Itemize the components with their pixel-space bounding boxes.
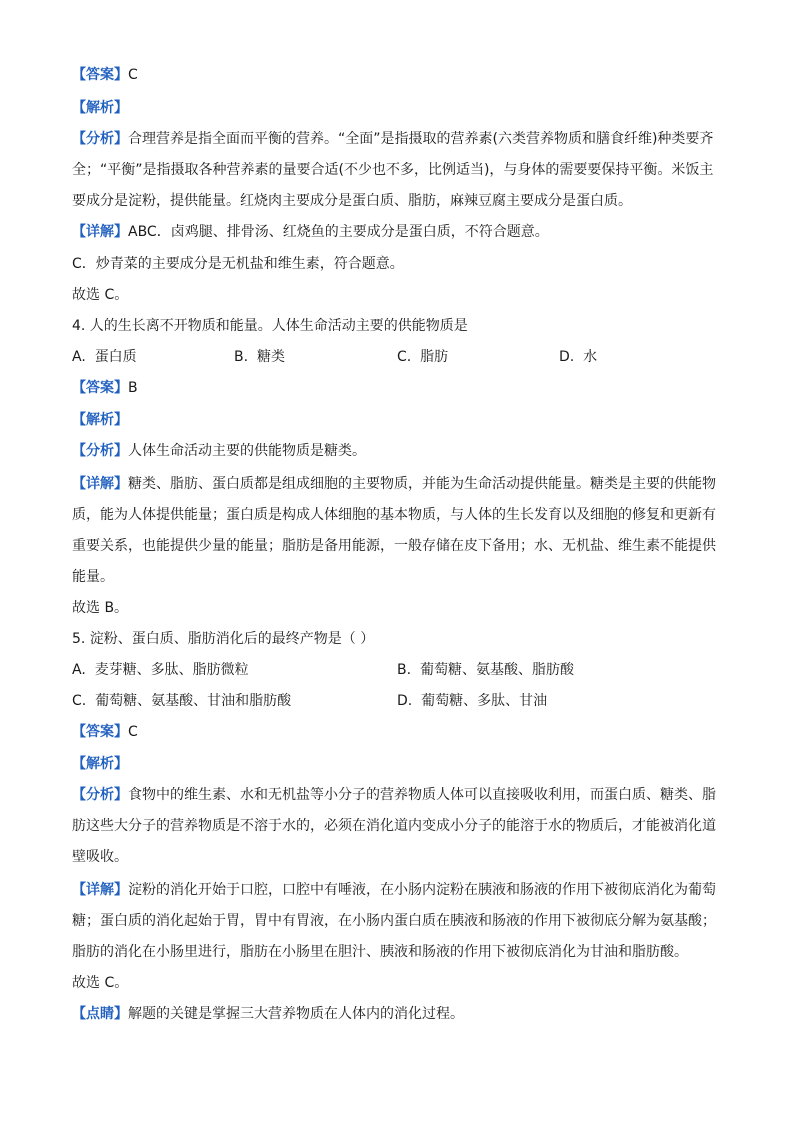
q3-answer bbox=[72, 64, 724, 86]
option-text: 葡萄糖、多肽、甘油 bbox=[421, 693, 548, 709]
option-text: 糖类 bbox=[256, 349, 285, 365]
xiangjie-text: 脂肪的消化在小肠里进行，脂肪在小肠里在胆汁、胰液和肠液的作用下被彻底消化为甘油和脂肪酸。 bbox=[72, 944, 688, 960]
q3-fenxi-line-1 bbox=[72, 128, 724, 150]
option-c bbox=[72, 690, 291, 712]
q5-conclusion bbox=[72, 972, 724, 994]
q4-xiangjie-line-3 bbox=[72, 535, 724, 557]
option-label: B. bbox=[397, 662, 412, 678]
xiangjie-text: 质，能为人体提供能量；蛋白质是构成人体细胞的基本物质，与人体的生长发育以及细胞的修复和更新有 bbox=[72, 507, 716, 523]
q4-xiangjie-line-2 bbox=[72, 504, 724, 526]
option-label: B. bbox=[234, 349, 249, 365]
analysis-tag: 【解析】 bbox=[72, 412, 128, 428]
q3-xiangjie-line-1 bbox=[72, 221, 724, 243]
q3-fenxi-line-3 bbox=[72, 190, 724, 212]
option-b bbox=[397, 659, 574, 681]
dianjing-text: 解题的关键是掌握三大营养物质在人体内的消化过程。 bbox=[128, 1006, 464, 1022]
q5-fenxi-line-1 bbox=[72, 784, 724, 806]
q5-options-row-1 bbox=[72, 659, 724, 681]
option-text: 葡萄糖、氨基酸、脂肪酸 bbox=[419, 662, 574, 678]
xiangjie-text: 糖；蛋白质的消化起始于胃，胃中有胃液，在小肠内蛋白质在胰液和肠液的作用下被彻底分解为氨基酸； bbox=[72, 913, 716, 929]
answer-tag: 【答案】 bbox=[72, 67, 128, 83]
q5-answer bbox=[72, 721, 724, 743]
q3-fenxi-line-2 bbox=[72, 159, 724, 181]
option-c bbox=[397, 346, 448, 368]
option-text: 蛋白质 bbox=[94, 349, 137, 365]
q3-analysis-heading bbox=[72, 97, 724, 119]
option-text: 水 bbox=[583, 349, 598, 365]
option-label: C. bbox=[397, 349, 412, 365]
option-label: A. bbox=[72, 349, 86, 365]
xiangjie-tag: 【详解】 bbox=[72, 224, 128, 240]
q5-xiangjie-line-2 bbox=[72, 910, 724, 932]
q4-options bbox=[72, 346, 724, 368]
xiangjie-text: C．炒青菜的主要成分是无机盐和维生素，符合题意。 bbox=[72, 256, 404, 272]
conclusion-text: 故选 B。 bbox=[72, 600, 129, 616]
dianjing-tag: 【点睛】 bbox=[72, 1006, 128, 1022]
fenxi-tag: 【分析】 bbox=[72, 787, 128, 803]
option-label: C. bbox=[72, 693, 87, 709]
option-a bbox=[72, 346, 137, 368]
q5-analysis-heading bbox=[72, 753, 724, 775]
q4-xiangjie-line-1 bbox=[72, 473, 724, 495]
q5-fenxi-line-3 bbox=[72, 846, 724, 868]
q5-xiangjie-line-1 bbox=[72, 879, 724, 901]
option-text: 脂肪 bbox=[420, 349, 449, 365]
answer-tag: 【答案】 bbox=[72, 724, 128, 740]
fenxi-text: 肪这些大分子的营养物质是不溶于水的，必须在消化道内变成小分子的能溶于水的物质后，才能被消化道 bbox=[72, 818, 716, 834]
q4-conclusion bbox=[72, 597, 724, 619]
fenxi-text: 食物中的维生素、水和无机盐等小分子的营养物质人体可以直接吸收利用，而蛋白质、糖类、脂 bbox=[128, 787, 716, 803]
q4-fenxi bbox=[72, 440, 724, 462]
fenxi-text: 人体生命活动主要的供能物质是糖类。 bbox=[128, 443, 366, 459]
fenxi-tag: 【分析】 bbox=[72, 131, 128, 147]
conclusion-text: 故选 C。 bbox=[72, 287, 129, 303]
q5-dianjing bbox=[72, 1003, 724, 1025]
fenxi-text: 要成分是淀粉，提供能量。红烧肉主要成分是蛋白质、脂肪，麻辣豆腐主要成分是蛋白质。 bbox=[72, 193, 632, 209]
option-label: D. bbox=[397, 693, 413, 709]
option-text: 麦芽糖、多肽、脂肪微粒 bbox=[94, 662, 249, 678]
answer-value: C bbox=[128, 67, 138, 83]
fenxi-text: 合理营养是指全面而平衡的营养。“全面”是指摄取的营养素(六类营养物质和膳食纤维)种类要齐 bbox=[128, 131, 714, 147]
analysis-tag: 【解析】 bbox=[72, 100, 128, 116]
xiangjie-tag: 【详解】 bbox=[72, 882, 128, 898]
fenxi-text: 全；“平衡”是指摄取各种营养素的量要合适(不少也不多，比例适当)，与身体的需要要保持平衡。米饭主 bbox=[72, 162, 714, 178]
answer-value: C bbox=[128, 724, 138, 740]
fenxi-tag: 【分析】 bbox=[72, 443, 128, 459]
option-text: 葡萄糖、氨基酸、甘油和脂肪酸 bbox=[95, 693, 292, 709]
xiangjie-text: ABC．卤鸡腿、排骨汤、红烧鱼的主要成分是蛋白质，不符合题意。 bbox=[128, 224, 549, 240]
q4-answer bbox=[72, 377, 724, 399]
xiangjie-text: 淀粉的消化开始于口腔，口腔中有唾液，在小肠内淀粉在胰液和肠液的作用下被彻底消化为葡萄 bbox=[128, 882, 716, 898]
q5-options-row-2 bbox=[72, 690, 724, 712]
xiangjie-text: 能量。 bbox=[72, 569, 114, 585]
answer-tag: 【答案】 bbox=[72, 380, 128, 396]
q5-question bbox=[72, 628, 724, 650]
q5-xiangjie-line-3 bbox=[72, 941, 724, 963]
q3-conclusion bbox=[72, 284, 724, 306]
option-d bbox=[559, 346, 597, 368]
q4-xiangjie-line-4 bbox=[72, 566, 724, 588]
option-label: D. bbox=[559, 349, 575, 365]
xiangjie-tag: 【详解】 bbox=[72, 476, 128, 492]
option-a bbox=[72, 659, 249, 681]
question-text: 4. 人的生长离不开物质和能量。人体生命活动主要的供能物质是 bbox=[72, 318, 468, 334]
analysis-tag: 【解析】 bbox=[72, 756, 128, 772]
q4-analysis-heading bbox=[72, 409, 724, 431]
xiangjie-text: 糖类、脂肪、蛋白质都是组成细胞的主要物质，并能为生命活动提供能量。糖类是主要的供能物 bbox=[128, 476, 716, 492]
question-text: 5. 淀粉、蛋白质、脂肪消化后的最终产物是（ ） bbox=[72, 631, 375, 647]
answer-value: B bbox=[128, 380, 138, 396]
q4-question bbox=[72, 315, 724, 337]
option-d bbox=[397, 690, 547, 712]
conclusion-text: 故选 C。 bbox=[72, 975, 129, 991]
option-label: A. bbox=[72, 662, 86, 678]
q5-fenxi-line-2 bbox=[72, 815, 724, 837]
q3-xiangjie-line-2 bbox=[72, 253, 724, 275]
option-b bbox=[234, 346, 285, 368]
fenxi-text: 壁吸收。 bbox=[72, 849, 128, 865]
xiangjie-text: 重要关系，也能提供少量的能量；脂肪是备用能源，一般存储在皮下备用；水、无机盐、维生素不能提供 bbox=[72, 538, 716, 554]
